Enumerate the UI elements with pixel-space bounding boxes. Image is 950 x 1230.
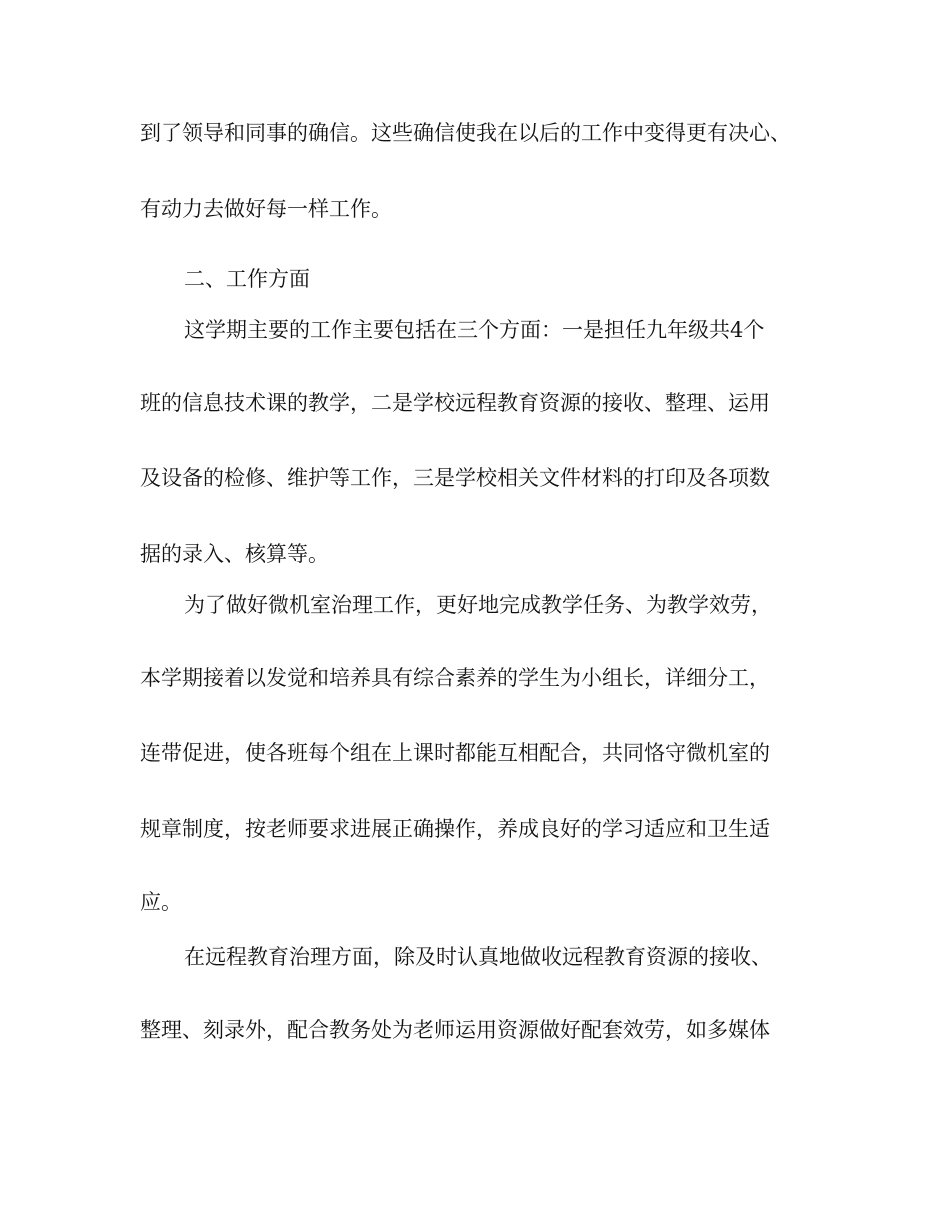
document-body [140,122,820,1041]
text-line: 到了领导和同事的确信。这些确信使我在以后的工作中变得更有决心、 [140,122,791,144]
text-line: 有动力去做好每一样工作。 [140,198,392,220]
text-line: 班的信息技术课的教学，二是学校远程教育资源的接收、整理、运用 [140,392,770,414]
text-line: 据的录入、核算等。 [140,543,329,565]
text-line: 在远程教育治理方面，除及时认真地做收远程教育资源的接收、 [184,946,772,968]
text-line: 及设备的检修、维护等工作，三是学校相关文件材料的打印及各项数 [140,467,770,489]
section-heading: 二、工作方面 [184,268,310,290]
text-line: 应。 [140,891,182,913]
text-line: 这学期主要的工作主要包括在三个方面：一是担任九年级共4个 [184,319,765,341]
text-line: 规章制度，按老师要求进展正确操作，养成良好的学习适应和卫生适 [140,818,770,840]
text-line: 整理、刻录外，配合教务处为老师运用资源做好配套效劳，如多媒体 [140,1019,770,1041]
text-line: 为了做好微机室治理工作，更好地完成教学任务、为教学效劳， [184,594,772,616]
text-line: 本学期接着以发觉和培养具有综合素养的学生为小组长，详细分工， [140,667,770,689]
text-line: 连带促进，使各班每个组在上课时都能互相配合，共同恪守微机室的 [140,742,770,764]
